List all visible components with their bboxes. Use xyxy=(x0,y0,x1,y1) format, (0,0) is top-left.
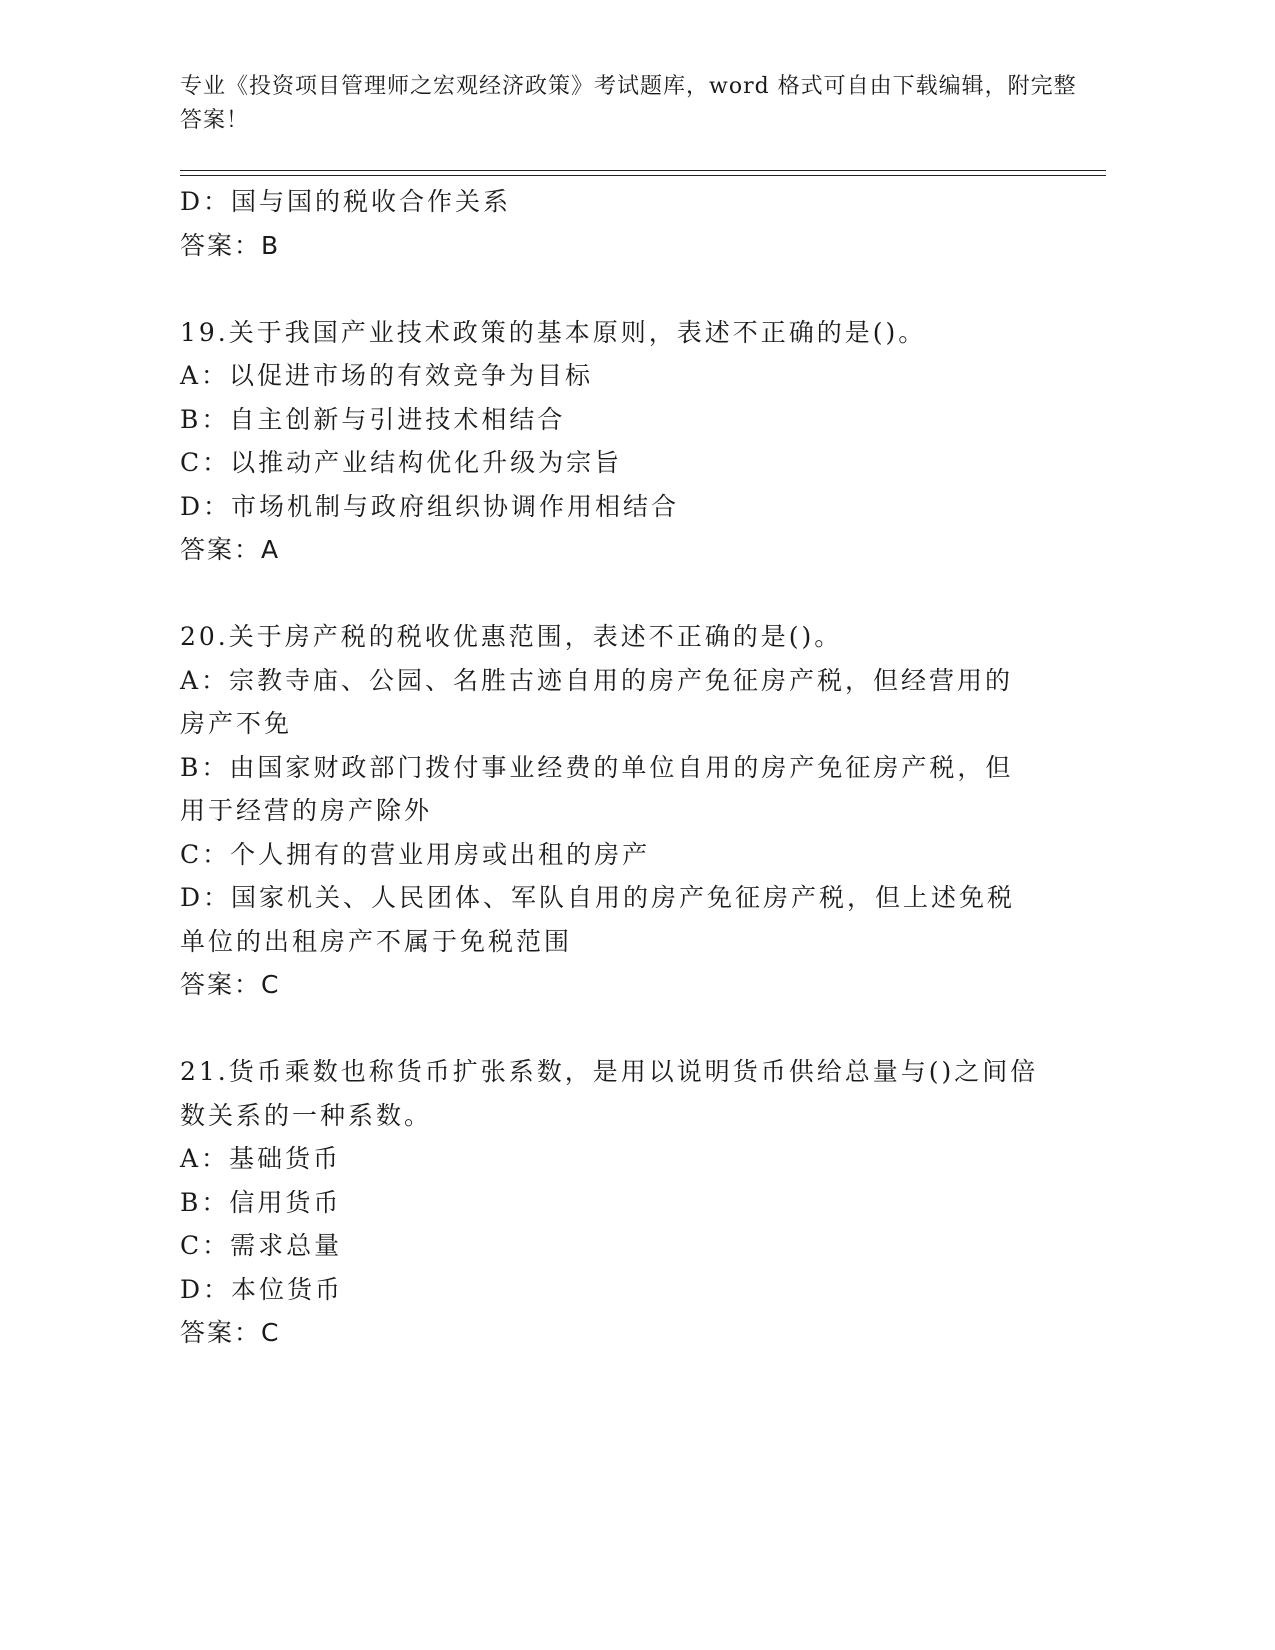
carryover-option-d: D：国与国的税收合作关系 xyxy=(180,187,512,216)
option-c: C：需求总量 xyxy=(180,1231,343,1260)
question-stem: 20.关于房产税的税收优惠范围，表述不正确的是()。 xyxy=(180,622,843,651)
header-rule-top xyxy=(180,170,1106,171)
carryover-answer: 答案：B xyxy=(180,230,281,260)
option-a: A：基础货币 xyxy=(180,1144,342,1173)
option-a: A：以促进市场的有效竞争为目标 xyxy=(180,361,594,390)
option-b: B：自主创新与引进技术相结合 xyxy=(180,404,566,434)
option-d: D：本位货币 xyxy=(180,1274,344,1304)
document-header: 专业《投资项目管理师之宏观经济政策》考试题库，word 格式可自由下载编辑，附完整答案！ xyxy=(180,74,1077,133)
option-c: C：以推动产业结构优化升级为宗旨 xyxy=(180,448,623,477)
question-19 xyxy=(180,311,1040,572)
question-20 xyxy=(180,615,1040,1007)
option-d: D：市场机制与政府组织协调作用相结合 xyxy=(180,491,680,521)
spacer xyxy=(180,1007,1040,1051)
document-body xyxy=(180,180,1040,1355)
option-b: B：信用货币 xyxy=(180,1187,342,1217)
spacer xyxy=(180,267,1040,311)
option-c: C：个人拥有的营业用房或出租的房产 xyxy=(180,839,651,869)
question-21 xyxy=(180,1050,1040,1355)
spacer xyxy=(180,572,1040,616)
option-b: B：由国家财政部门拨付事业经费的单位自用的房产免征房产税，但用于经营的房产除外 xyxy=(180,752,1014,825)
option-a: A：宗教寺庙、公园、名胜古迹自用的房产免征房产税，但经营用的房产不免 xyxy=(180,665,1014,738)
question-stem: 21.货币乘数也称货币扩张系数，是用以说明货币供给总量与()之间倍数关系的一种系数。 xyxy=(180,1057,1039,1130)
answer-line: 答案：A xyxy=(180,535,281,564)
header-rule-bottom xyxy=(180,175,1106,176)
question-stem: 19.关于我国产业技术政策的基本原则，表述不正确的是()。 xyxy=(180,317,927,347)
answer-line: 答案：C xyxy=(180,970,281,999)
answer-line: 答案：C xyxy=(180,1318,281,1347)
option-d: D：国家机关、人民团体、军队自用的房产免征房产税，但上述免税单位的出租房产不属于免税范围 xyxy=(180,883,1016,956)
